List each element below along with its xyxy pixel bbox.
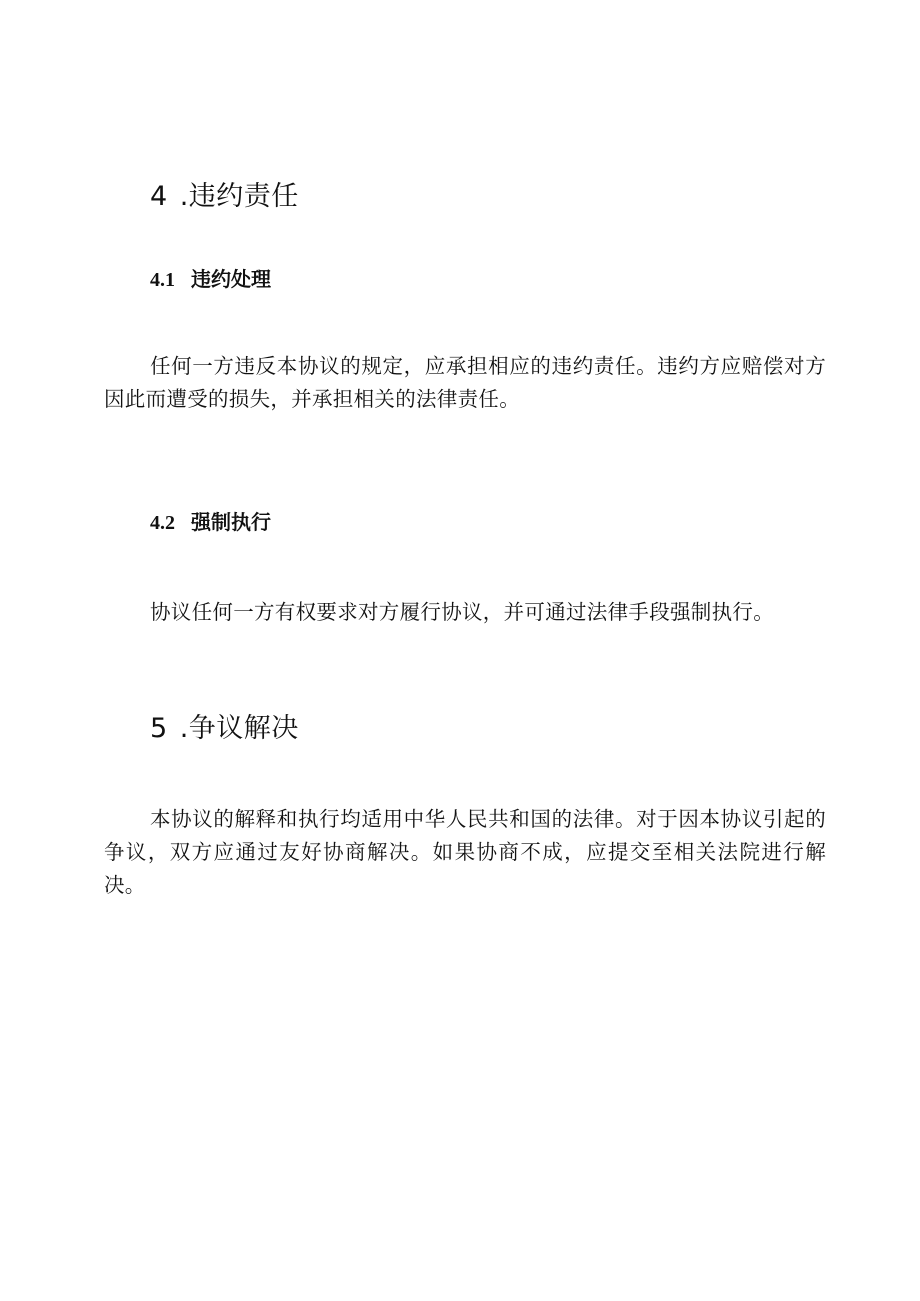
subsection-number: 4.2 [150, 512, 175, 534]
subsection-heading-4-2 [150, 506, 271, 535]
subsection-title: 强制执行 [191, 510, 271, 534]
section-number: 5 [150, 713, 168, 744]
paragraph-4-1: 任何一方违反本协议的规定，应承担相应的违约责任。违约方应赔偿对方因此而遭受的损失，并承担相关的法律责任。 [104, 354, 826, 411]
section-title: .违约责任 [179, 181, 299, 212]
section-number: 4 [150, 181, 168, 212]
subsection-title: 违约处理 [191, 267, 271, 291]
paragraph-5: 本协议的解释和执行均适用中华人民共和国的法律。对于因本协议引起的争议，双方应通过友好协商解决。如果协商不成，应提交至相关法院进行解决。 [104, 807, 826, 897]
subsection-number: 4.1 [150, 269, 175, 291]
section-heading-5 [150, 706, 299, 745]
subsection-heading-4-1 [150, 263, 271, 292]
section-heading-4 [150, 174, 299, 213]
section-title: .争议解决 [179, 713, 299, 744]
paragraph-4-2: 协议任何一方有权要求对方履行协议，并可通过法律手段强制执行。 [150, 600, 774, 624]
